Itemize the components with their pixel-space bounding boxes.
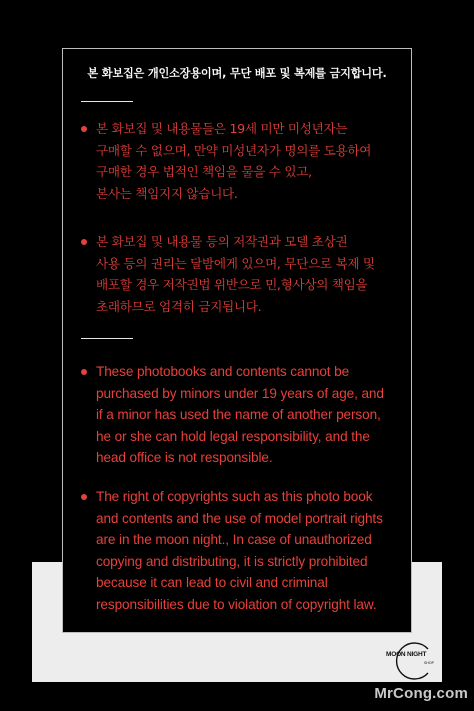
watermark: MrCong.com bbox=[374, 685, 468, 702]
korean-notice-2: 본 화보집 및 내용물 등의 저작권과 모델 초상권 사용 등의 권리는 달밤에게 있으며, 무단으로 복제 및 배포할 경우 저작권법 위반으로 민,형사상의 책임을 초래하므로 엄격히 금지됩니다. bbox=[81, 231, 403, 317]
english-notice-2: The right of copyrights such as this photo book and contents and the use of model portrait rights are in the moon night., In case of unauthorized copying and distributing, it is strictly prohibited because it can lead to civil and criminal responsibilities due to violation of copyright law. bbox=[81, 486, 403, 615]
bullet-dot-icon bbox=[81, 494, 87, 500]
bullet-dot-icon bbox=[81, 126, 87, 132]
bullet-dot-icon bbox=[81, 369, 87, 375]
logo-text: MOON NIGHT bbox=[386, 651, 427, 658]
divider-english bbox=[81, 338, 133, 339]
bullet-dot-icon bbox=[81, 239, 87, 245]
divider-korean bbox=[81, 101, 133, 102]
korean-notice-1: 본 화보집 및 내용물들은 19세 미만 미성년자는 구매할 수 없으며, 만약 미성년자가 명의를 도용하여 구매한 경우 법적인 책임을 물을 수 있고, 본사는 책임지지 않습니다. bbox=[81, 118, 403, 204]
logo-subtext: SHOP bbox=[424, 661, 434, 665]
notice-panel bbox=[62, 48, 412, 633]
panel-title: 본 화보집은 개인소장용이며, 무단 배포 및 복제를 금지합니다. bbox=[87, 67, 387, 80]
english-notice-1: These photobooks and contents cannot be purchased by minors under 19 years of age, and if a minor has used the name of another person, he or she can hold legal responsibility, and the head office is not responsible. bbox=[81, 361, 403, 469]
